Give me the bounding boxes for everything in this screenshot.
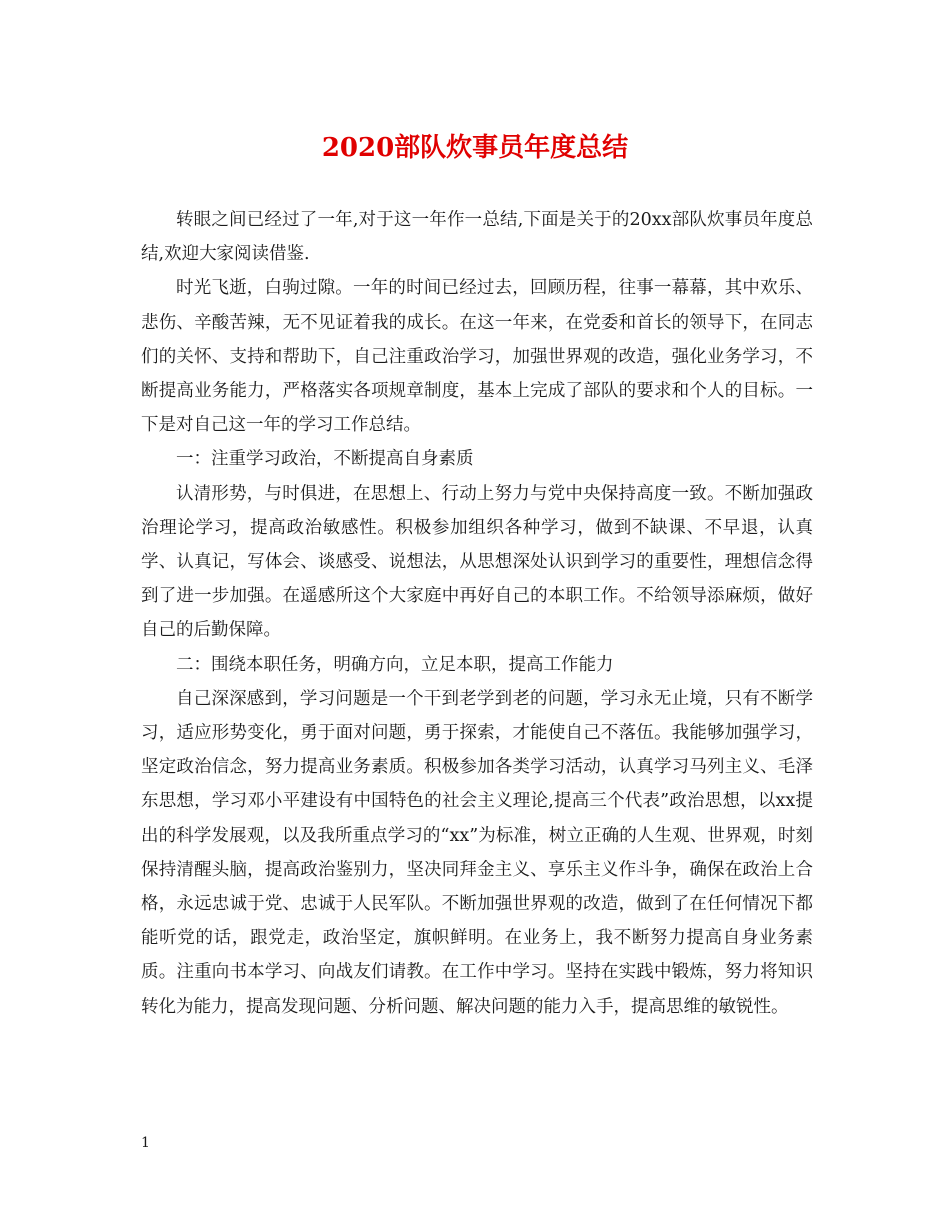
paragraph-overview: 时光飞逝，白驹过隙。一年的时间已经过去，回顾历程，往事一幕幕，其中欢乐、悲伤、辛酸苦辣，无不见证着我的成长。在这一年来，在党委和首长的领导下，在同志们的关怀、支持和帮助下，自己注重政治学习，加强世界观的改造，强化业务学习，不断提高业务能力，严格落实各项规章制度，基本上完成了部队的要求和个人的目标。一下是对自己这一年的学习工作总结。 xyxy=(141,278,813,436)
paragraph-intro: 转眼之间已经过了一年,对于这一年作一总结,下面是关于的20xx部队炊事员年度总结,欢迎大家阅读借鉴. xyxy=(141,210,813,265)
paragraph-section-2: 自己深深感到，学习问题是一个干到老学到老的问题，学习永无止境，只有不断学习，适应形势变化，勇于面对问题，勇于探索，才能使自己不落伍。我能够加强学习，坚定政治信念，努力提高业务素质。积极参加各类学习活动，认真学习马列主义、毛泽东思想，学习邓小平建设有中国特色的社会主义理论,提高三个代表”政治思想，以xx提出的科学发展观，以及我所重点学习的“xx”为标准，树立正确的人生观、世界观，时刻保持清醒头脑，提高政治鉴别力，坚决同拜金主义、享乐主义作斗争，确保在政治上合格，永远忠诚于党、忠诚于人民军队。不断加强世界观的改造，做到了在任何情况下都能听党的话，跟党走，政治坚定，旗帜鲜明。在业务上，我不断努力提高自身业务素质。注重向书本学习、向战友们请教。在工作中学习。坚持在实践中锻炼，努力将知识转化为能力，提高发现问题、分析问题、解决问题的能力入手，提高思维的敏锐性。 xyxy=(141,688,813,1017)
page-number: 1 xyxy=(141,1135,150,1151)
document-body xyxy=(141,203,813,1024)
document-title: 2020部队炊事员年度总结 xyxy=(321,133,629,163)
paragraph-section-1: 认清形势，与时俱进，在思想上、行动上努力与党中央保持高度一致。不断加强政治理论学习，提高政治敏感性。积极参加组织各种学习，做到不缺课、不早退，认真学、认真记，写体会、谈感受、说想法，从思想深处认识到学习的重要性，理想信念得到了进一步加强。在遥感所这个大家庭中再好自己的本职工作。不给领导添麻烦，做好自己的后勤保障。 xyxy=(141,483,813,641)
section-heading-1: 一：注重学习政治，不断提高自身素质 xyxy=(176,449,474,470)
section-heading-2: 二：围绕本职任务，明确方向，立足本职，提高工作能力 xyxy=(176,654,614,675)
